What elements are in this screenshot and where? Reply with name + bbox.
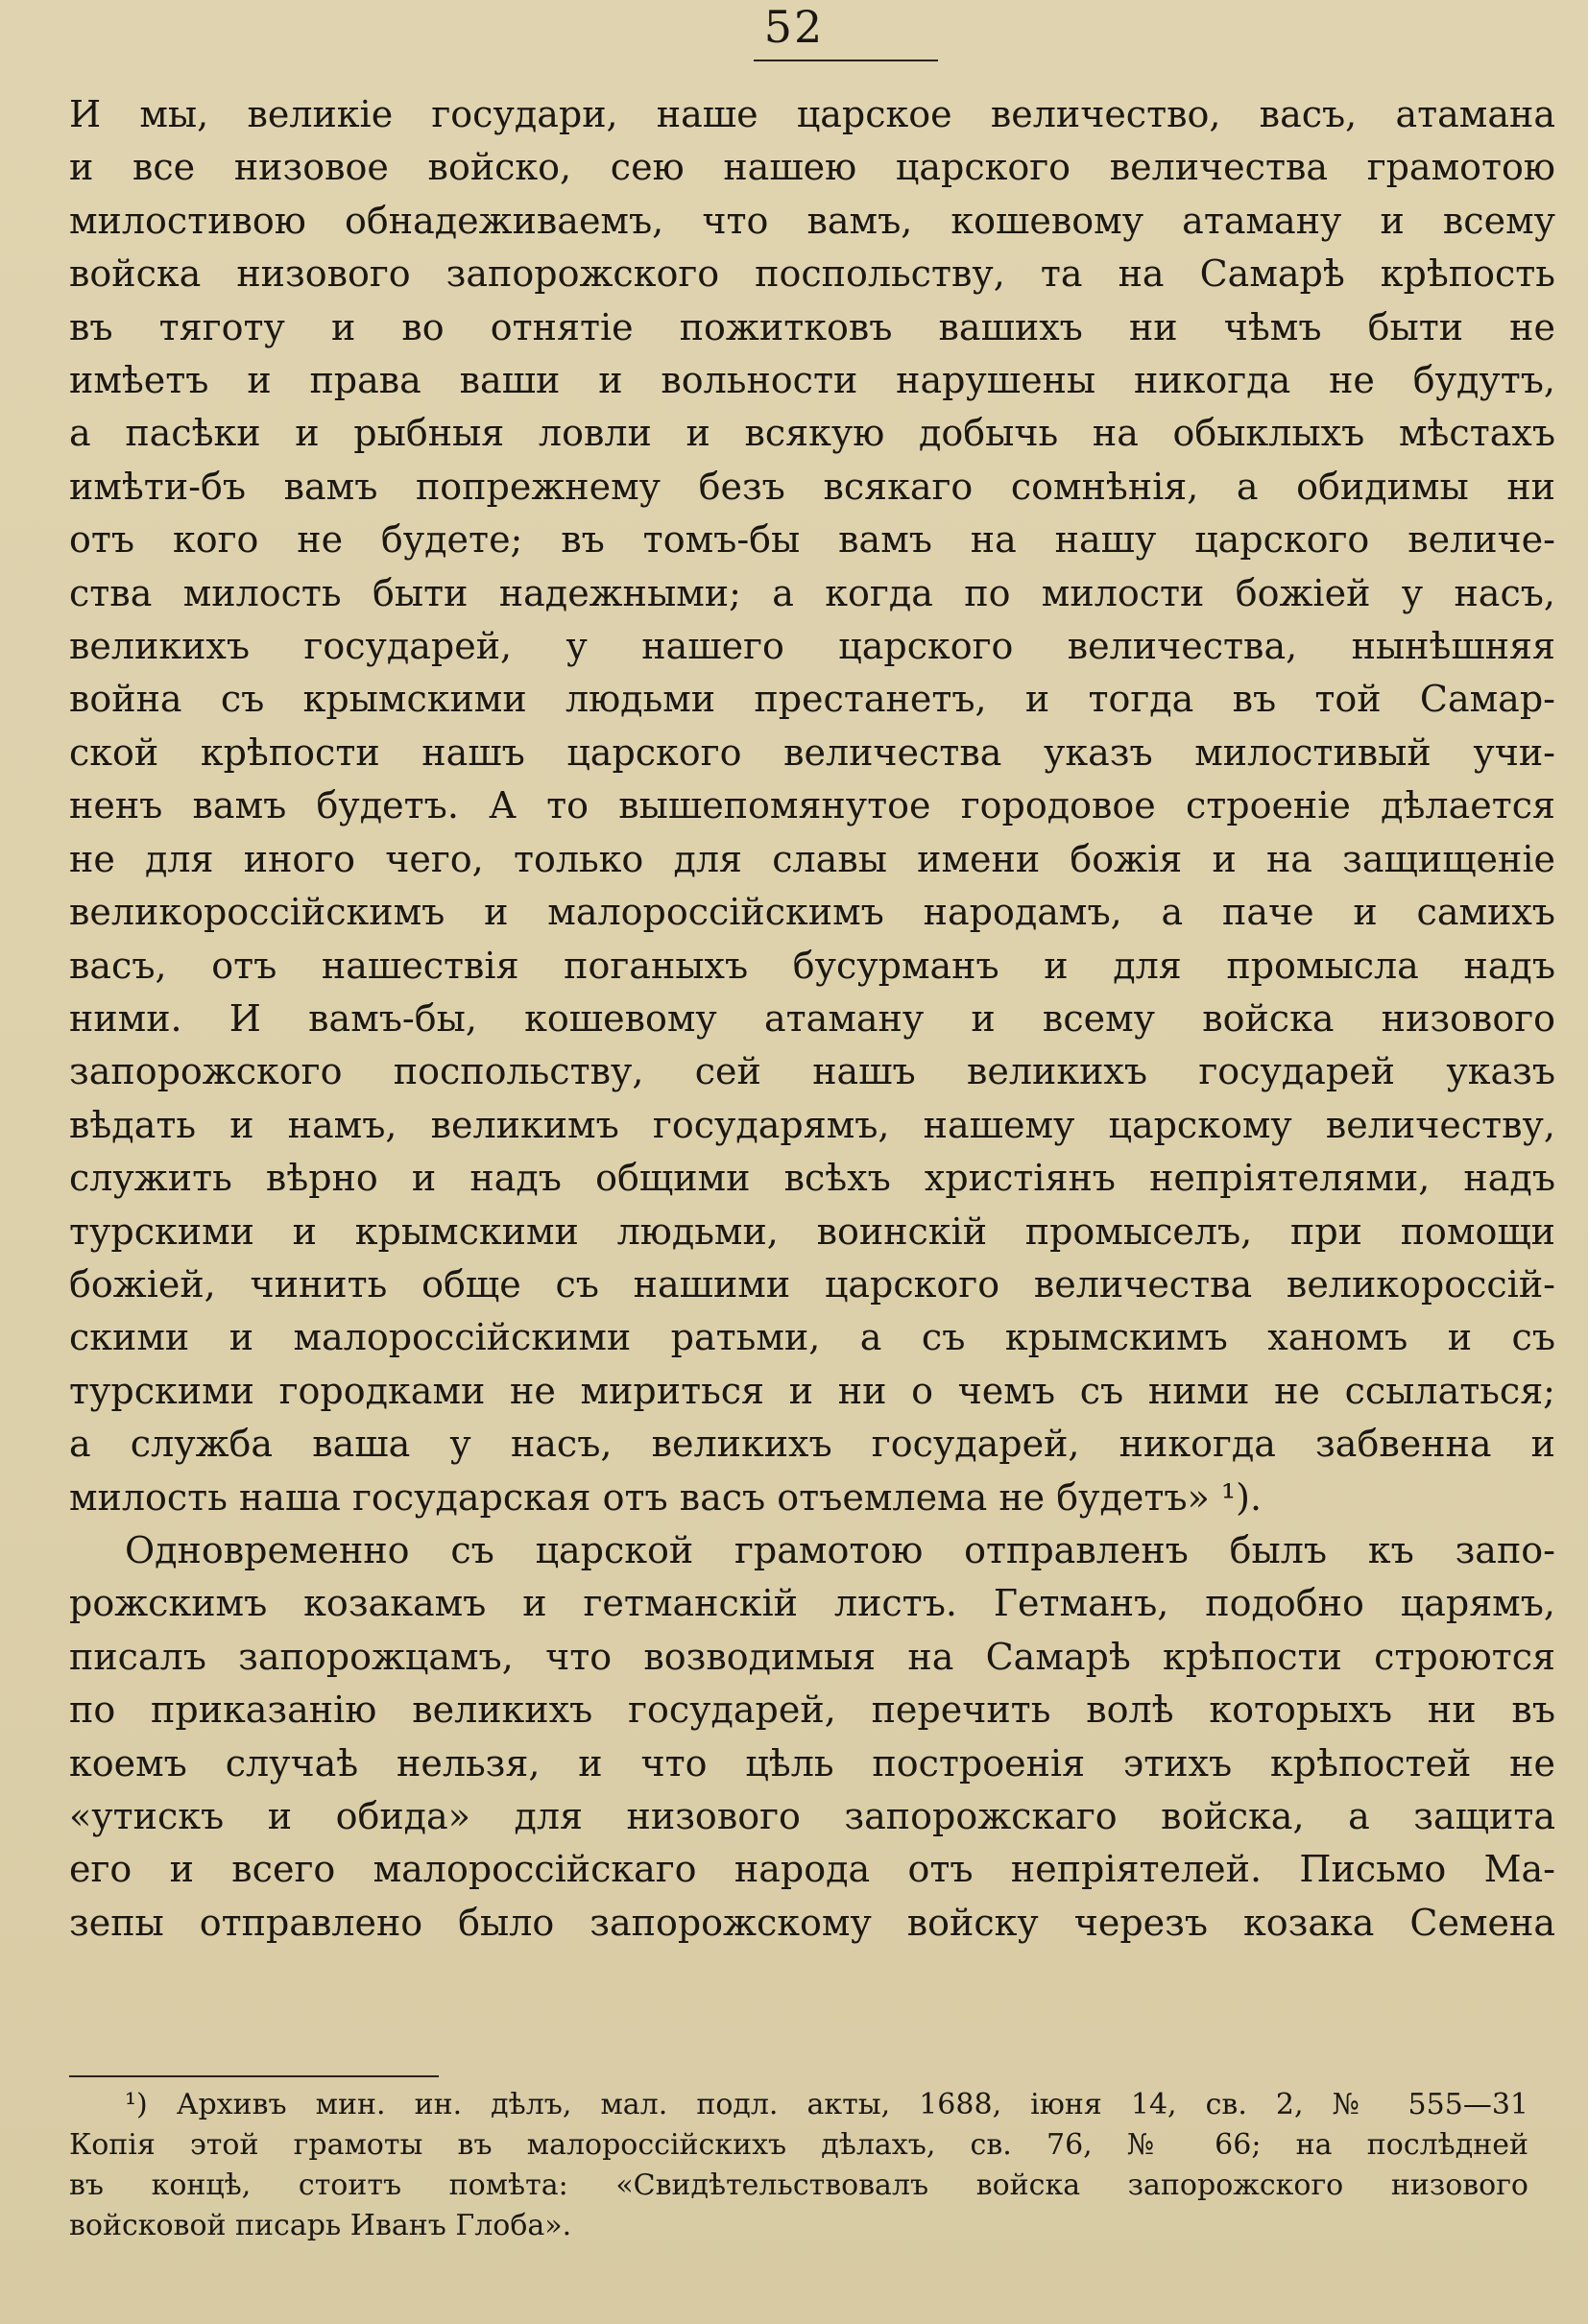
text-line: великороссійскимъ и малороссійскимъ народамъ, а паче и самихъ (69, 891, 1555, 934)
paragraph-start-line: Одновременно съ царской грамотою отправленъ былъ къ запо- (125, 1528, 1555, 1571)
text-line: божіей, чинить обще съ нашими царского величества великороссій- (69, 1262, 1555, 1306)
text-line: войска низового запорожского поспольству, та на Самарѣ крѣпость (69, 252, 1555, 296)
text-line: а пасѣки и рыбныя ловли и всякую добычь на обыклыхъ мѣстахъ (69, 412, 1555, 455)
text-line: и все низовое войско, сею нашею царского величества грамотою (69, 146, 1555, 189)
text-line: милость наша государская отъ васъ отъемлема не будетъ» ¹). (69, 1475, 1263, 1519)
text-line: турскими и крымскими людьми, воинскій промыселъ, при помощи (69, 1210, 1555, 1253)
text-line: ской крѣпости нашъ царского величества указъ милостивый учи- (69, 731, 1555, 774)
main-text (69, 88, 1555, 1950)
text-line: писалъ запорожцамъ, что возводимыя на Самарѣ крѣпости строются (69, 1635, 1555, 1678)
footnote-rule (69, 2075, 439, 2077)
text-line: скими и малороссійскими ратьми, а съ крымскимъ ханомъ и съ (69, 1316, 1555, 1359)
text-line: по приказанію великихъ государей, перечить волѣ которыхъ ни въ (69, 1689, 1555, 1732)
text-line: зепы отправлено было запорожскому войску черезъ козака Семена (69, 1901, 1555, 1944)
text-line: турскими городками не мириться и ни о чемъ съ ними не ссылаться; (69, 1369, 1555, 1412)
text-line: ними. И вамъ-бы, кошевому атаману и всему войска низового (69, 996, 1555, 1040)
text-line: И мы, великіе государи, наше царское величество, васъ, атамана (69, 93, 1555, 135)
text-line: имѣетъ и права ваши и вольности нарушены никогда не будутъ, (69, 359, 1555, 402)
text-line: «утискъ и обида» для низового запорожскаго войска, а защита (69, 1795, 1555, 1837)
text-line: ненъ вамъ будетъ. А то вышепомянутое городовое строеніе дѣлается (69, 784, 1555, 827)
footnote-line: ¹) Архивъ мин. ин. дѣлъ, мал. подл. акты, 1688, іюня 14, св. 2, № 555—31 (125, 2088, 1528, 2121)
text-line: не для иного чего, только для славы имени божія и на защищеніе (69, 837, 1555, 880)
text-line: запорожского поспольству, сей нашъ великихъ государей указъ (69, 1050, 1555, 1093)
footnotes (69, 2085, 1528, 2246)
text-line: а служба ваша у насъ, великихъ государей, никогда забвенна и (69, 1423, 1555, 1466)
text-line: васъ, отъ нашествія поганыхъ бусурманъ и для промысла надъ (69, 944, 1555, 987)
text-line: коемъ случаѣ нельзя, и что цѣль построенія этихъ крѣпостей не (69, 1741, 1555, 1785)
footnote-line: въ концѣ, стоитъ помѣта: «Свидѣтельствовалъ войска запорожского низового (69, 2168, 1528, 2202)
text-line: милостивою обнадеживаемъ, что вамъ, кошевому атаману и всему (69, 199, 1555, 242)
text-line: вѣдать и намъ, великимъ государямъ, нашему царскому величеству, (69, 1103, 1555, 1146)
text-line: ства милость быти надежными; а когда по милости божіей у насъ, (69, 571, 1555, 614)
text-line: въ тяготу и во отнятіе пожитковъ вашихъ ни чѣмъ быти не (69, 305, 1555, 348)
text-line: рожскимъ козакамъ и гетманскій листъ. Гетманъ, подобно царямъ, (69, 1582, 1555, 1625)
footnote-line: Копія этой грамоты въ малороссійскихъ дѣлахъ, св. 76, № 66; на послѣдней (69, 2128, 1528, 2162)
page-number: 52 (763, 1, 825, 53)
header-rule (754, 60, 938, 61)
text-line: служить вѣрно и надъ общими всѣхъ христіянъ непріятелями, надъ (69, 1157, 1555, 1200)
text-line: война съ крымскими людьми престанетъ, и тогда въ той Самар- (69, 678, 1555, 721)
text-line: великихъ государей, у нашего царского величества, нынѣшняя (69, 625, 1555, 668)
text-line: отъ кого не будете; въ томъ-бы вамъ на нашу царского величе- (69, 518, 1555, 562)
text-line: имѣти-бъ вамъ попрежнему безъ всякаго сомнѣнія, а обидимы ни (69, 465, 1555, 508)
text-line: его и всего малороссійскаго народа отъ непріятелей. Письмо Ма- (69, 1848, 1555, 1891)
footnote-line: войсковой писарь Иванъ Глоба». (69, 2209, 572, 2242)
